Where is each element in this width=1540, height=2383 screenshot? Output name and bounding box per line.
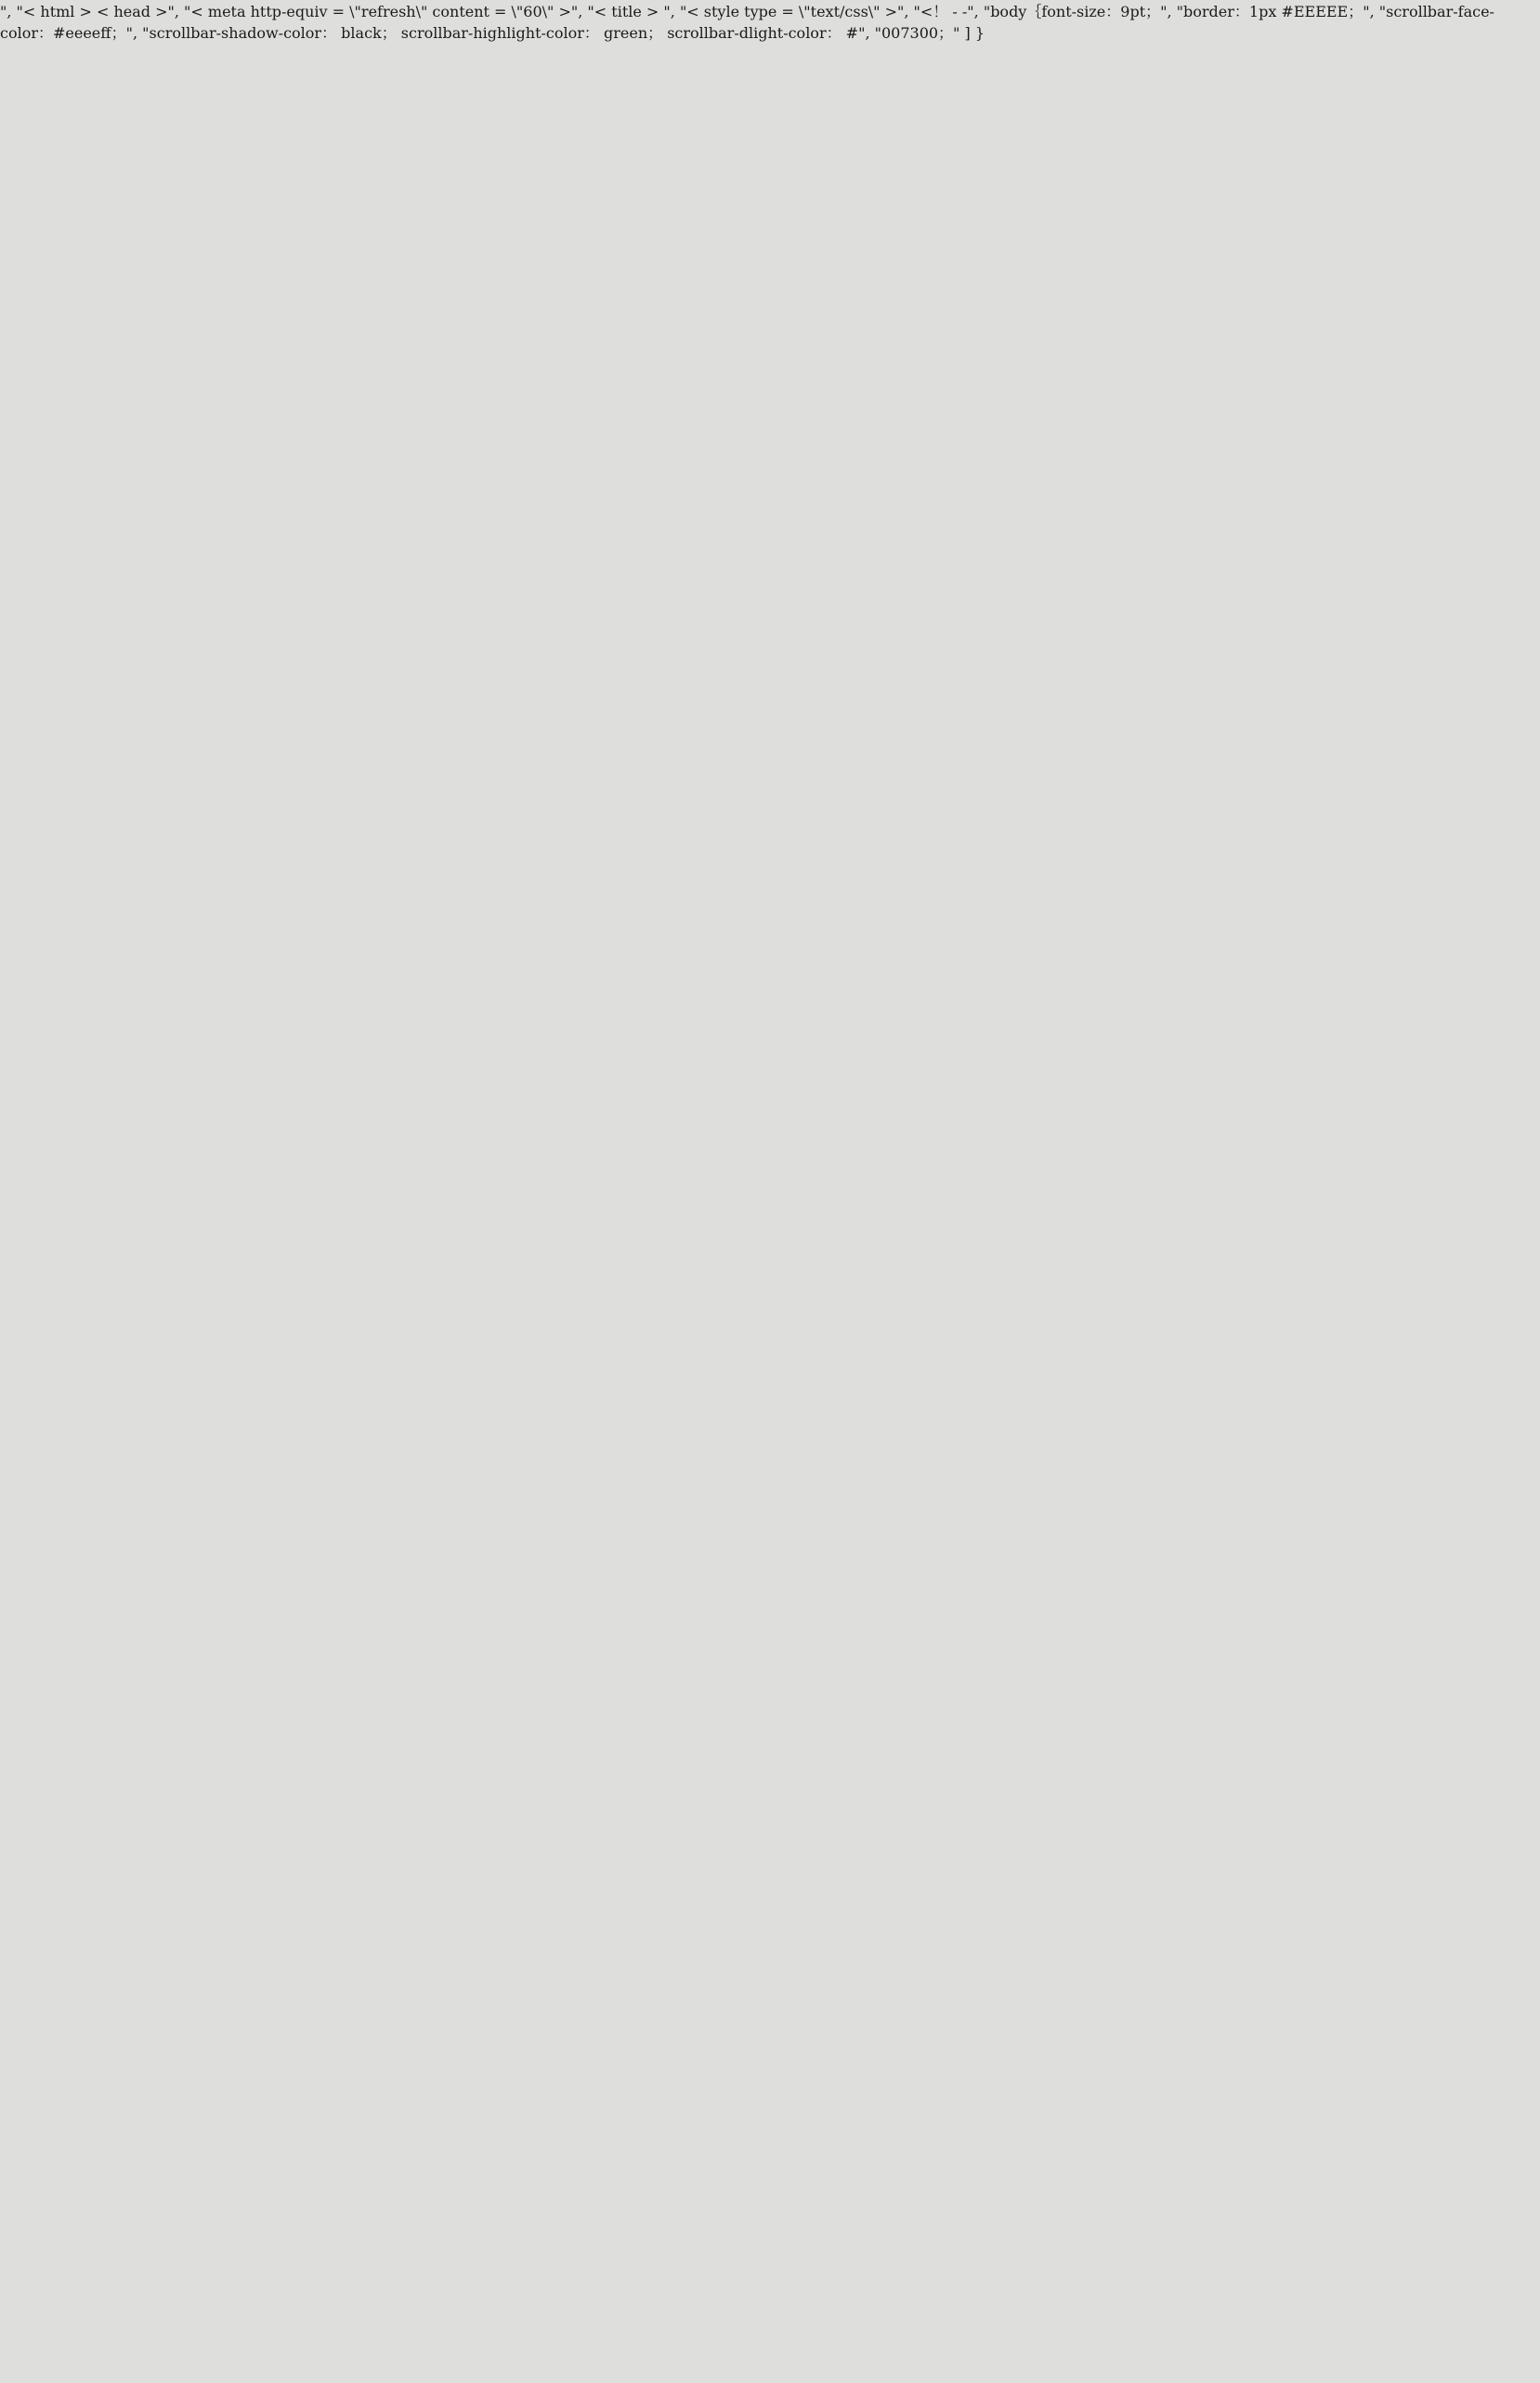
code-listing-page [0,43,1540,2383]
